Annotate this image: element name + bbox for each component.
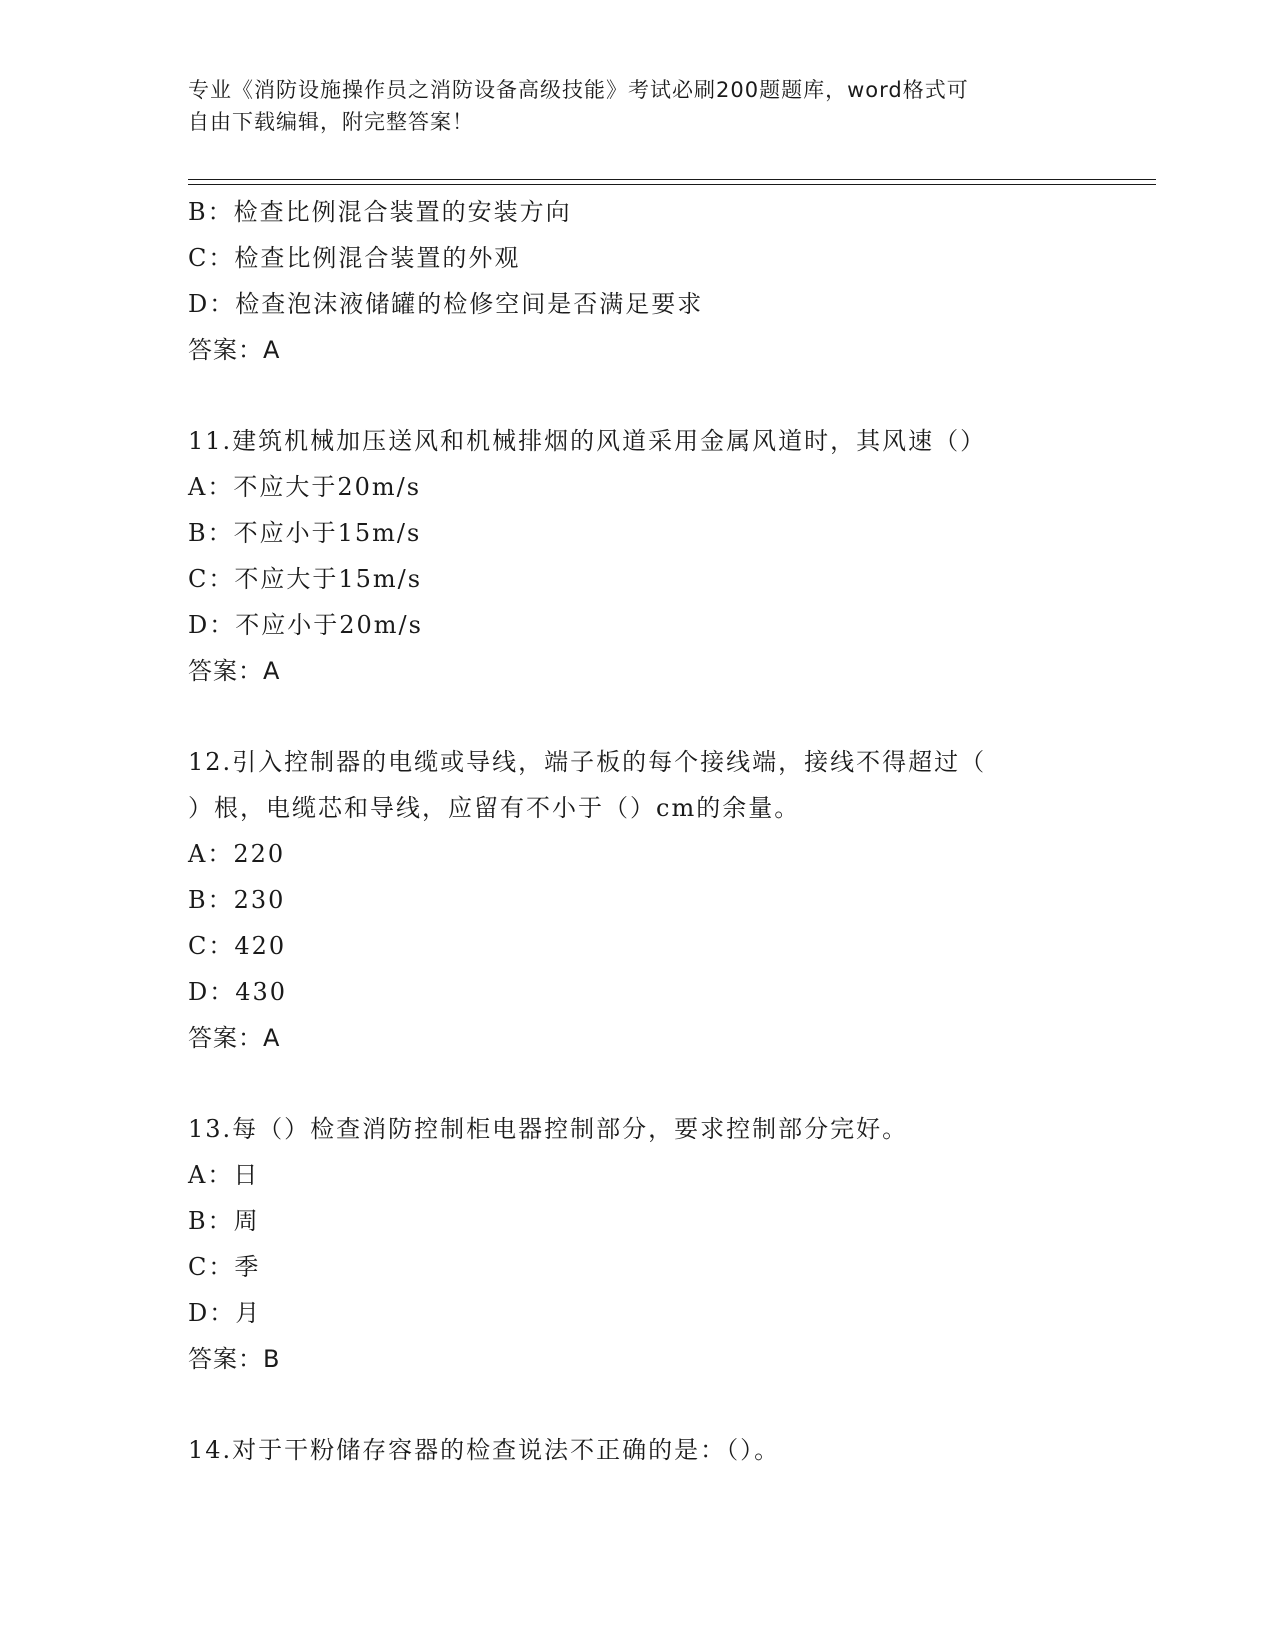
spacer <box>188 373 1088 418</box>
q11-option-b: B：不应小于15m/s <box>188 519 422 547</box>
q12-option-a: A：220 <box>188 840 286 868</box>
q11-answer: 答案：A <box>188 657 281 685</box>
q12-option-d: D：430 <box>188 978 288 1006</box>
q11-option-c: C：不应大于15m/s <box>188 565 423 593</box>
header-divider-top <box>188 179 1156 180</box>
q12-option-c: C：420 <box>188 932 287 960</box>
q12-answer: 答案：A <box>188 1024 281 1052</box>
q10-option-c: C：检查比例混合装置的外观 <box>188 244 521 272</box>
header-line-2: 自由下载编辑，附完整答案！ <box>188 110 474 134</box>
spacer <box>188 694 1088 739</box>
q12-question-line-2: ）根，电缆芯和导线，应留有不小于（）cm的余量。 <box>188 794 801 822</box>
spacer <box>188 1382 1088 1427</box>
q12-option-b: B：230 <box>188 886 286 914</box>
q14-question: 14.对于干粉储存容器的检查说法不正确的是：（）。 <box>188 1436 781 1464</box>
q11-question: 11.建筑机械加压送风和机械排烟的风道采用金属风道时，其风速（） <box>188 427 987 455</box>
q13-option-a: A：日 <box>188 1161 260 1189</box>
q10-option-d: D：检查泡沫液储罐的检修空间是否满足要求 <box>188 290 704 318</box>
question-12 <box>188 739 1088 1061</box>
q13-option-b: B：周 <box>188 1207 260 1235</box>
header-line-1: 专业《消防设施操作员之消防设备高级技能》考试必刷200题题库，word格式可 <box>188 78 969 102</box>
question-13 <box>188 1106 1088 1382</box>
q12-question-line-1: 12.引入控制器的电缆或导线，端子板的每个接线端，接线不得超过（ <box>188 748 987 776</box>
q11-option-d: D：不应小于20m/s <box>188 611 423 639</box>
header-divider-bottom <box>188 184 1156 185</box>
document-header <box>188 74 1088 138</box>
question-list <box>188 189 1088 1473</box>
q10-option-b: B：检查比例混合装置的安装方向 <box>188 198 572 226</box>
q13-option-d: D：月 <box>188 1299 262 1327</box>
question-14 <box>188 1427 1088 1473</box>
q13-question: 13.每（）检查消防控制柜电器控制部分，要求控制部分完好。 <box>188 1115 909 1143</box>
q10-answer: 答案：A <box>188 336 281 364</box>
q13-option-c: C：季 <box>188 1253 261 1281</box>
question-11 <box>188 418 1088 694</box>
question-10 <box>188 189 1088 373</box>
spacer <box>188 1061 1088 1106</box>
q11-option-a: A：不应大于20m/s <box>188 473 422 501</box>
q13-answer: 答案：B <box>188 1345 281 1373</box>
